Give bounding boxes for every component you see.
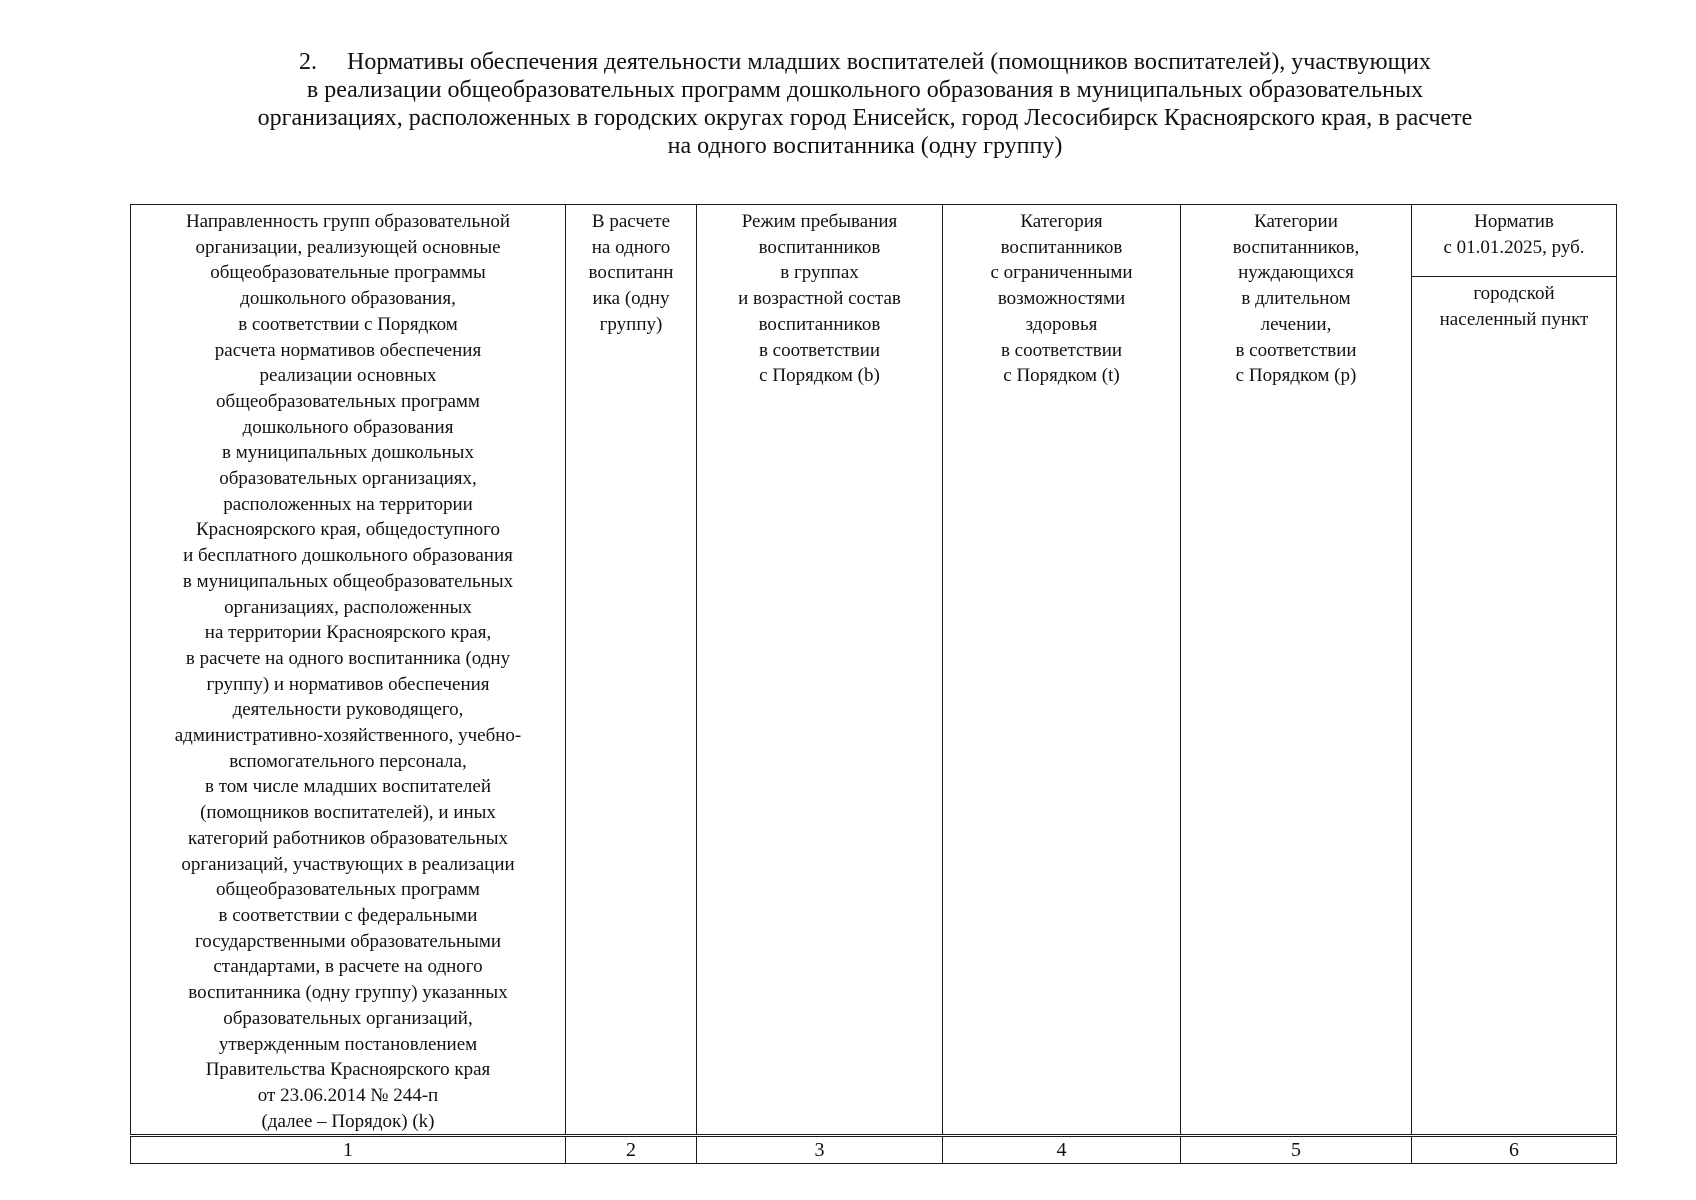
column-number-row <box>131 1136 1617 1164</box>
heading-line-3: организациях, расположенных в городских округах город Енисейск, город Лесосибирск Красноярского края, в расчете <box>257 105 1473 131</box>
heading-line-1 <box>120 48 1610 76</box>
header-norm-container <box>1412 205 1616 1134</box>
header-cell-group-direction <box>131 205 566 1136</box>
norms-table <box>130 204 1617 1164</box>
column-number-6: 6 <box>1412 1136 1617 1164</box>
column-number-3: 3 <box>697 1136 943 1164</box>
column-number-2: 2 <box>566 1136 697 1164</box>
heading-line-4: на одного воспитанника (одну группу) <box>667 133 1063 159</box>
column-number-5: 5 <box>1181 1136 1412 1164</box>
column-number-1: 1 <box>131 1136 566 1164</box>
heading-line-2: в реализации общеобразовательных программ дошкольного образования в муниципальных образовательных <box>306 77 1424 103</box>
header-text-urban-settlement: городской населенный пункт <box>1439 283 1589 330</box>
document-heading <box>120 48 1610 160</box>
header-cell-stay-mode <box>697 205 943 1136</box>
header-text-stay-mode: Режим пребывания воспитанников в группах и возрастной состав воспитанников в соответствии с Порядком (b) <box>738 211 901 387</box>
header-text-per-pupil: В расчете на одного воспитанн ика (одну группу) <box>588 211 674 335</box>
header-cell-per-pupil <box>566 205 697 1136</box>
header-text-long-treatment-category: Категории воспитанников, нуждающихся в длительном лечении, в соответствии с Порядком (p) <box>1232 211 1360 387</box>
header-cell-disabilities-category <box>943 205 1181 1136</box>
header-cell-long-treatment-category <box>1181 205 1412 1136</box>
header-cell-norm <box>1412 205 1617 1136</box>
section-number: 2. <box>299 49 318 75</box>
table-header-row <box>131 205 1617 1136</box>
column-number-4: 4 <box>943 1136 1181 1164</box>
header-text-disabilities-category: Категория воспитанников с ограниченными возможностями здоровья в соответствии с Порядком (t) <box>990 211 1133 387</box>
header-text-group-direction: Направленность групп образовательной организации, реализующей основные общеобразовательные программы дошкольного образования, в соответствии с Порядком расчета нормативов обеспечения реализации основных общеобразовательных программ дошкольного образования в муниципальных дошкольных образовательных организациях, расположенных на территории Красноярского края, общедоступного и бесплатного дошкольного образования в муниципальных общеобразовательных организациях, расположенных на территории Красноярского края, в расчете на одного воспитанника (одну группу) и нормативов обеспечения деятельности руководящего, административно-хозяйственного, учебно- вспомогательного персонала, в том числе младших воспитателей (помощников воспитателей), и иных категорий работников образовательных организаций, участвующих в реализации общеобразовательных программ в соответствии с федеральными государственными образовательными стандартами, в расчете на одного воспитанника (одну группу) указанных образовательных организаций, утвержденным постановлением Правительства Красноярского края от 23.06.2014 № 244-п (далее – Порядок) (k) <box>174 211 522 1132</box>
heading-text-1: Нормативы обеспечения деятельности младших воспитателей (помощников воспитателей), участвующих <box>347 49 1431 75</box>
header-text-norm: Норматив с 01.01.2025, руб. <box>1412 205 1616 277</box>
